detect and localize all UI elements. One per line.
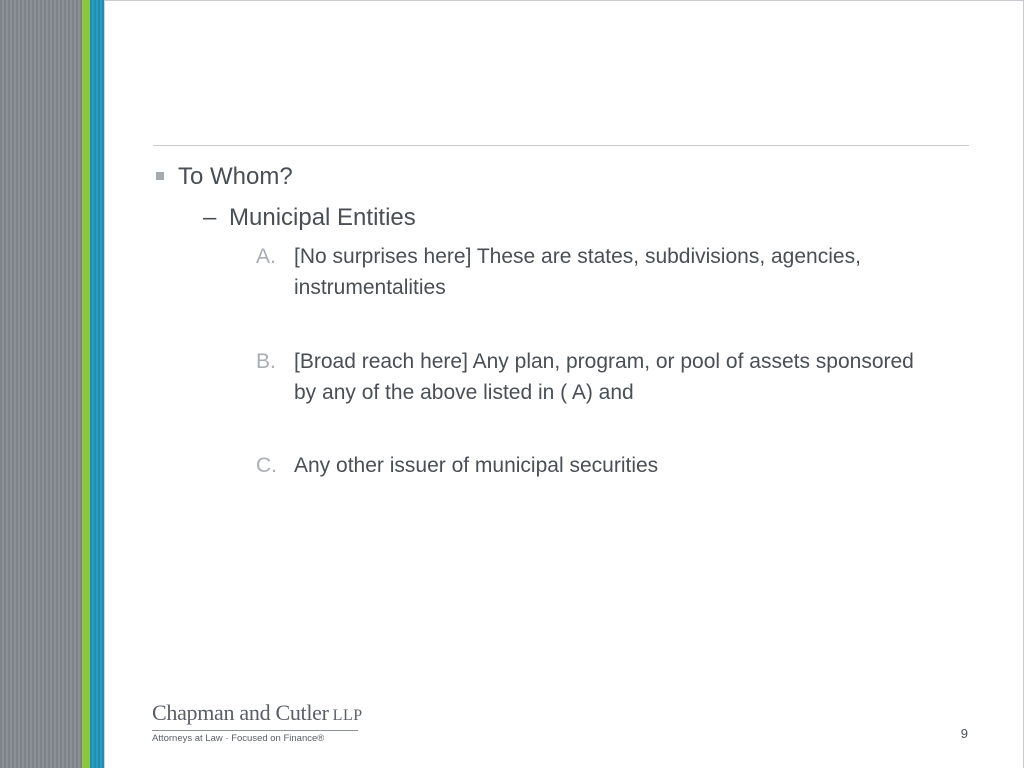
list-item-text: Any other issuer of municipal securities (294, 454, 659, 477)
stripe-edge-divider (104, 0, 105, 768)
green-stripe (82, 0, 90, 768)
list-item-text: [Broad reach here] Any plan, program, or pool of assets sponsored by any of the above listed in ( A) and (294, 350, 914, 404)
list-marker: A. (256, 245, 276, 268)
list-item-text: [No surprises here] These are states, subdivisions, agencies, instrumentalities (294, 245, 861, 299)
logo-tagline: Attorneys at Law · Focused on Finance® (152, 733, 325, 744)
list-marker: B. (256, 350, 276, 373)
logo-suffix: LLP (332, 707, 363, 724)
bullet-text: To Whom? (178, 163, 293, 190)
square-bullet-icon (156, 172, 164, 180)
gray-stripe (0, 0, 82, 768)
logo-name: Chapman and Cutler (152, 700, 329, 725)
list-marker: C. (256, 454, 277, 477)
frame-top-border (105, 0, 1024, 1)
title-divider (153, 145, 969, 146)
subbullet-text: Municipal Entities (229, 204, 416, 231)
company-logo (152, 700, 392, 746)
page-number: 9 (960, 726, 968, 741)
teal-stripe (90, 0, 104, 768)
dash-marker: – (203, 204, 217, 231)
logo-wordmark (152, 700, 392, 729)
logo-divider (152, 730, 358, 731)
